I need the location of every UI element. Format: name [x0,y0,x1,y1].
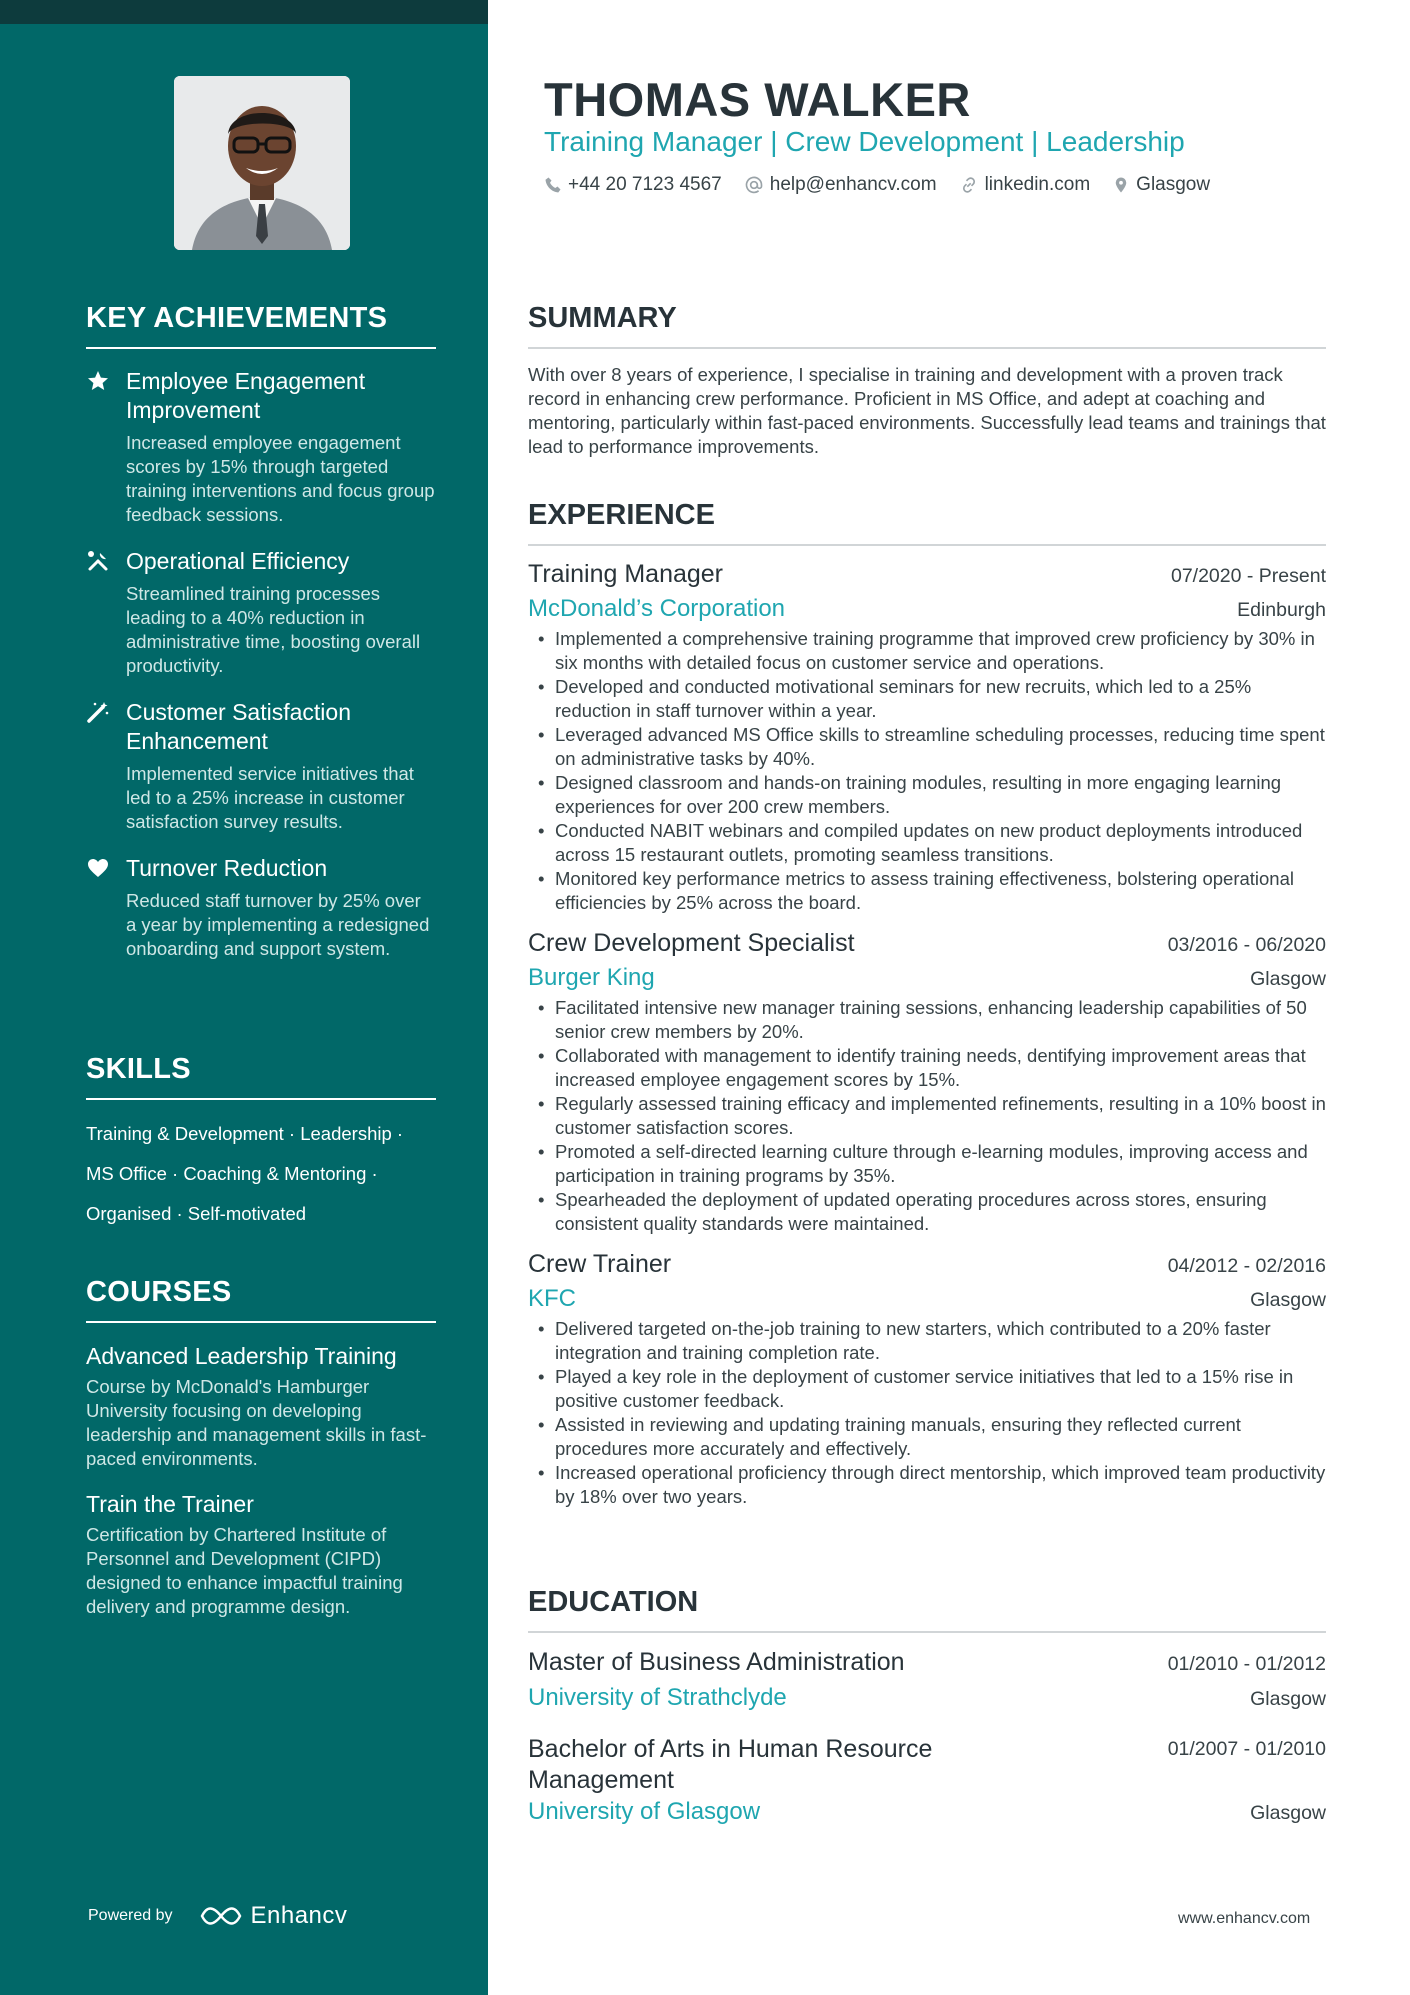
linkedin-text: linkedin.com [984,174,1091,195]
course-description: Certification by Chartered Institute of Personnel and Development (CIPD) designed to enhance impactful training delivery and programme design. [86,1524,403,1617]
achievement-description: Implemented service initiatives that led to a 25% increase in customer satisfaction survey results. [126,763,414,832]
sidebar [0,0,488,1995]
enhancv-logo-icon [199,1904,243,1928]
email-text: help@enhancv.com [769,174,937,195]
achievement-description: Streamlined training processes leading to a 40% reduction in administrative time, boosting overall productivity. [126,583,421,676]
degree-title: Master of Business Administration [528,1648,905,1676]
at-icon [744,175,764,195]
course-item [86,1489,436,1619]
job-entry [528,560,1326,915]
achievement-item [86,367,436,527]
job-company: KFC [528,1285,576,1312]
achievements-list [86,367,436,961]
education-entry [528,1734,1326,1826]
summary-section [528,302,1326,459]
phone-text: +44 20 7123 4567 [568,174,722,195]
achievement-item [86,547,436,678]
job-bullets [528,996,1326,1236]
course-title: Train the Trainer [86,1491,254,1517]
school-name: University of Strathclyde [528,1684,787,1711]
powered-by-label: Powered by [88,1907,173,1924]
skills-line: Training & Development · Leadership · [86,1123,404,1144]
experience-section [528,499,1326,1509]
job-bullet: • Regularly assessed training efficacy and implemented refinements, resulting in a 10% boost in customer satisfaction scores. [528,1092,1326,1140]
contact-location [1112,174,1210,196]
courses-section [86,1276,436,1619]
achievement-item [86,854,436,961]
job-bullet: • Monitored key performance metrics to assess training effectiveness, bolstering operational efficiencies by 25% across the board. [528,867,1326,915]
contact-bar [544,174,1210,196]
location-pin-icon [1112,175,1130,195]
brand-name: Enhancv [250,1902,348,1929]
experience-heading: EXPERIENCE [528,499,1326,546]
candidate-name: THOMAS WALKER [544,73,971,126]
job-bullet: • Implemented a comprehensive training programme that improved crew proficiency by 30% in six months with detailed focus on customer service and operations. [528,627,1326,675]
courses-heading: COURSES [86,1276,436,1323]
achievements-section [86,302,436,961]
tools-icon [86,549,112,575]
brand-logo[interactable] [199,1902,348,1930]
education-entry [528,1647,1326,1712]
skills-section [86,1053,436,1234]
job-location: Glasgow [1250,1289,1326,1311]
achievement-title: Employee Engagement Improvement [126,368,366,423]
job-title: Crew Trainer [528,1250,672,1278]
job-company: McDonald’s Corporation [528,595,786,622]
achievement-description: Increased employee engagement scores by 15% through targeted training interventions and focus group feedback sessions. [126,432,435,525]
job-bullet: • Spearheaded the deployment of updated operating procedures across stores, ensuring consistent quality standards were maintained. [528,1188,1326,1236]
job-title: Crew Development Specialist [528,929,855,957]
job-location: Edinburgh [1237,599,1326,621]
powered-by [88,1902,347,1930]
achievement-title: Customer Satisfaction Enhancement [126,699,351,754]
job-bullet: • Assisted in reviewing and updating training manuals, ensuring they reflected current procedures more accurately and effectively. [528,1413,1326,1461]
summary-text: With over 8 years of experience, I specialise in training and development with a proven track record in enhancing crew performance. Proficient in MS Office, and adept at coaching and mentoring, particularly within fast-paced environments. Successfully lead teams and trainings that lead to performance improvements. [528,364,1326,457]
job-bullet: • Collaborated with management to identify training needs, dentifying improvement areas that increased employee engagement scores by 15%. [528,1044,1326,1092]
contact-email[interactable] [744,174,937,196]
footer-url[interactable]: www.enhancv.com [1178,1910,1311,1927]
job-dates: 07/2020 - Present [1170,565,1326,587]
achievement-description: Reduced staff turnover by 25% over a year by implementing a redesigned onboarding and support system. [126,890,430,959]
star-icon [86,369,112,395]
summary-heading: SUMMARY [528,302,1326,349]
job-bullet: • Designed classroom and hands-on training modules, resulting in more engaging learning experiences for over 200 crew members. [528,771,1326,819]
degree-title: Bachelor of Arts in Human Resource Management [528,1735,933,1794]
job-bullet: • Promoted a self-directed learning culture through e-learning modules, improving access and participation in training programs by 35%. [528,1140,1326,1188]
education-dates: 01/2007 - 01/2010 [1167,1738,1326,1760]
job-bullet: • Delivered targeted on-the-job training to new starters, which contributed to a 20% faster integration and training completion rate. [528,1317,1326,1365]
education-heading: EDUCATION [528,1586,1326,1633]
candidate-headline: Training Manager | Crew Development | Leadership [544,126,1185,157]
link-icon [959,175,979,195]
job-dates: 03/2016 - 06/2020 [1167,934,1326,956]
skills-list [86,1114,436,1234]
job-bullet: • Increased operational proficiency through direct mentorship, which improved team productivity by 18% over two years. [528,1461,1326,1509]
job-bullet: • Facilitated intensive new manager training sessions, enhancing leadership capabilities of 50 senior crew members by 20%. [528,996,1326,1044]
achievements-heading: KEY ACHIEVEMENTS [86,302,436,349]
course-title: Advanced Leadership Training [86,1343,397,1369]
achievement-title: Turnover Reduction [126,855,328,881]
course-item [86,1341,436,1471]
school-name: University of Glasgow [528,1798,761,1825]
achievement-title: Operational Efficiency [126,548,350,574]
contact-linkedin[interactable] [959,174,1091,196]
education-location: Glasgow [1250,1802,1326,1824]
magic-wand-icon [86,700,112,726]
profile-photo [174,76,350,250]
phone-icon [544,176,562,194]
education-section [528,1586,1326,1826]
sidebar-top-bar [0,0,488,24]
contact-phone[interactable] [544,174,722,196]
job-dates: 04/2012 - 02/2016 [1167,1255,1326,1277]
course-description: Course by McDonald's Hamburger University focusing on developing leadership and management skills in fast-paced environments. [86,1376,427,1469]
skills-line: Organised · Self-motivated [86,1203,307,1224]
job-bullet: • Conducted NABIT webinars and compiled updates on new product deployments introduced across 15 restaurant outlets, promoting seamless transitions. [528,819,1326,867]
achievement-item [86,698,436,834]
job-bullet: • Played a key role in the deployment of customer service initiatives that led to a 15% rise in positive customer feedback. [528,1365,1326,1413]
location-text: Glasgow [1136,174,1211,195]
job-bullets [528,1317,1326,1509]
job-company: Burger King [528,964,655,991]
job-bullet: • Leveraged advanced MS Office skills to streamline scheduling processes, reducing time spent on administrative tasks by 40%. [528,723,1326,771]
skills-line: MS Office · Coaching & Mentoring · [86,1163,378,1184]
job-bullets [528,627,1326,915]
skills-heading: SKILLS [86,1053,436,1100]
job-location: Glasgow [1250,968,1326,990]
job-entry [528,929,1326,1236]
heart-icon [86,856,112,882]
job-bullet: • Developed and conducted motivational seminars for new recruits, which led to a 25% reduction in staff turnover within a year. [528,675,1326,723]
job-entry [528,1250,1326,1509]
education-dates: 01/2010 - 01/2012 [1167,1653,1326,1675]
education-location: Glasgow [1250,1688,1326,1710]
job-title: Training Manager [528,560,724,588]
